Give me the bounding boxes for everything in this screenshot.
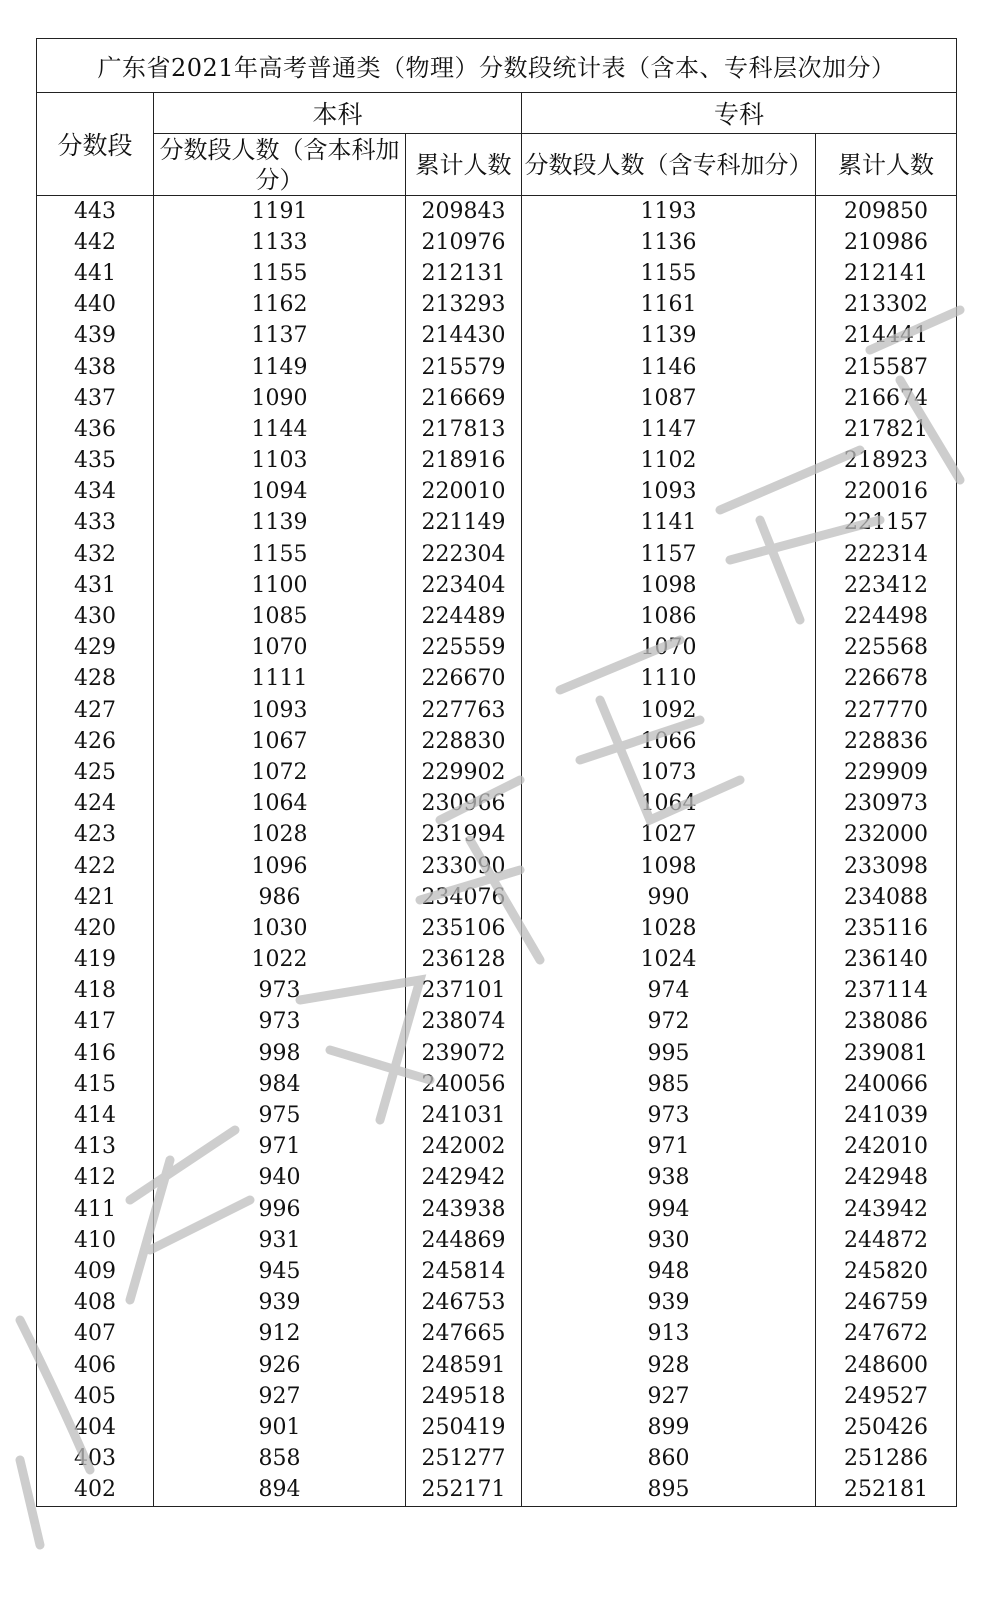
table-row (37, 1007, 957, 1038)
college-count-cell: 1098 (522, 851, 816, 882)
college-cumulative-cell: 226678 (816, 664, 957, 695)
table-title: 广东省2021年高考普通类（物理）分数段统计表（含本、专科层次加分） (37, 39, 957, 93)
score-cell: 424 (37, 789, 154, 820)
table-row (37, 1288, 957, 1319)
undergrad-cumulative-cell: 250419 (406, 1412, 522, 1443)
college-cumulative-cell: 242010 (816, 1132, 957, 1163)
college-cumulative-cell: 215587 (816, 352, 957, 383)
college-count-cell: 974 (522, 976, 816, 1007)
undergrad-count-cell: 1022 (154, 945, 406, 976)
undergrad-cumulative-cell: 226670 (406, 664, 522, 695)
undergrad-count-cell: 984 (154, 1069, 406, 1100)
table-row (37, 726, 957, 757)
table-row (37, 601, 957, 632)
score-cell: 402 (37, 1475, 154, 1507)
college-cumulative-cell: 233098 (816, 851, 957, 882)
undergrad-count-cell: 1096 (154, 851, 406, 882)
table-row (37, 1225, 957, 1256)
undergrad-cumulative-cell: 246753 (406, 1288, 522, 1319)
undergrad-count-cell: 945 (154, 1256, 406, 1287)
college-cumulative-cell: 242948 (816, 1163, 957, 1194)
undergrad-cumulative-cell: 214430 (406, 321, 522, 352)
college-count-cell: 1139 (522, 321, 816, 352)
college-cumulative-cell: 234088 (816, 882, 957, 913)
score-cell: 415 (37, 1069, 154, 1100)
college-count-cell: 973 (522, 1100, 816, 1131)
undergrad-cumulative-cell: 223404 (406, 570, 522, 601)
college-count-cell: 1136 (522, 227, 816, 258)
header-college-cumulative: 累计人数 (816, 134, 957, 196)
undergrad-count-cell: 1072 (154, 757, 406, 788)
college-cumulative-cell: 240066 (816, 1069, 957, 1100)
table-row (37, 539, 957, 570)
undergrad-count-cell: 927 (154, 1381, 406, 1412)
college-cumulative-cell: 237114 (816, 976, 957, 1007)
score-cell: 418 (37, 976, 154, 1007)
college-count-cell: 938 (522, 1163, 816, 1194)
college-cumulative-cell: 216674 (816, 383, 957, 414)
college-cumulative-cell: 223412 (816, 570, 957, 601)
undergrad-cumulative-cell: 233090 (406, 851, 522, 882)
college-count-cell: 995 (522, 1038, 816, 1069)
college-count-cell: 1028 (522, 913, 816, 944)
college-cumulative-cell: 230973 (816, 789, 957, 820)
undergrad-cumulative-cell: 247665 (406, 1319, 522, 1350)
undergrad-count-cell: 1162 (154, 290, 406, 321)
college-cumulative-cell: 222314 (816, 539, 957, 570)
score-cell: 417 (37, 1007, 154, 1038)
undergrad-cumulative-cell: 238074 (406, 1007, 522, 1038)
college-count-cell: 994 (522, 1194, 816, 1225)
undergrad-count-cell: 1191 (154, 196, 406, 228)
undergrad-cumulative-cell: 248591 (406, 1350, 522, 1381)
score-cell: 433 (37, 508, 154, 539)
undergrad-cumulative-cell: 217813 (406, 414, 522, 445)
undergrad-count-cell: 1067 (154, 726, 406, 757)
undergrad-cumulative-cell: 252171 (406, 1475, 522, 1507)
college-cumulative-cell: 246759 (816, 1288, 957, 1319)
undergrad-count-cell: 973 (154, 1007, 406, 1038)
college-cumulative-cell: 238086 (816, 1007, 957, 1038)
score-cell: 430 (37, 601, 154, 632)
score-cell: 412 (37, 1163, 154, 1194)
score-cell: 405 (37, 1381, 154, 1412)
table-row (37, 1069, 957, 1100)
table-row (37, 446, 957, 477)
score-cell: 423 (37, 820, 154, 851)
college-count-cell: 1098 (522, 570, 816, 601)
college-count-cell: 1161 (522, 290, 816, 321)
table-row (37, 1412, 957, 1443)
table-row (37, 695, 957, 726)
college-count-cell: 939 (522, 1288, 816, 1319)
college-cumulative-cell: 213302 (816, 290, 957, 321)
undergrad-count-cell: 940 (154, 1163, 406, 1194)
undergrad-count-cell: 1133 (154, 227, 406, 258)
undergrad-count-cell: 1064 (154, 789, 406, 820)
college-count-cell: 928 (522, 1350, 816, 1381)
college-count-cell: 1024 (522, 945, 816, 976)
score-cell: 428 (37, 664, 154, 695)
table-row (37, 1475, 957, 1507)
college-count-cell: 1092 (522, 695, 816, 726)
undergrad-cumulative-cell: 244869 (406, 1225, 522, 1256)
college-count-cell: 972 (522, 1007, 816, 1038)
undergrad-count-cell: 1085 (154, 601, 406, 632)
college-count-cell: 1070 (522, 633, 816, 664)
table-row (37, 851, 957, 882)
score-cell: 441 (37, 258, 154, 289)
table-row (37, 227, 957, 258)
table-row (37, 508, 957, 539)
table-row (37, 789, 957, 820)
undergrad-cumulative-cell: 236128 (406, 945, 522, 976)
table-row (37, 945, 957, 976)
college-cumulative-cell: 217821 (816, 414, 957, 445)
undergrad-count-cell: 901 (154, 1412, 406, 1443)
college-count-cell: 1093 (522, 477, 816, 508)
college-cumulative-cell: 229909 (816, 757, 957, 788)
undergrad-count-cell: 973 (154, 976, 406, 1007)
score-cell: 426 (37, 726, 154, 757)
college-count-cell: 990 (522, 882, 816, 913)
college-cumulative-cell: 248600 (816, 1350, 957, 1381)
score-cell: 439 (37, 321, 154, 352)
undergrad-cumulative-cell: 251277 (406, 1444, 522, 1475)
score-cell: 425 (37, 757, 154, 788)
score-cell: 406 (37, 1350, 154, 1381)
table-row (37, 321, 957, 352)
undergrad-cumulative-cell: 243938 (406, 1194, 522, 1225)
undergrad-count-cell: 1070 (154, 633, 406, 664)
header-junior-college: 专科 (522, 93, 957, 134)
table-row (37, 383, 957, 414)
college-count-cell: 1064 (522, 789, 816, 820)
undergrad-count-cell: 996 (154, 1194, 406, 1225)
undergrad-cumulative-cell: 240056 (406, 1069, 522, 1100)
undergrad-count-cell: 1111 (154, 664, 406, 695)
college-count-cell: 985 (522, 1069, 816, 1100)
score-table-container (36, 38, 956, 1507)
score-cell: 432 (37, 539, 154, 570)
score-cell: 438 (37, 352, 154, 383)
undergrad-cumulative-cell: 229902 (406, 757, 522, 788)
table-row (37, 352, 957, 383)
undergrad-count-cell: 939 (154, 1288, 406, 1319)
undergrad-count-cell: 926 (154, 1350, 406, 1381)
score-cell: 403 (37, 1444, 154, 1475)
table-row (37, 1319, 957, 1350)
table-body (37, 196, 957, 1507)
table-row (37, 1444, 957, 1475)
score-cell: 407 (37, 1319, 154, 1350)
college-cumulative-cell: 241039 (816, 1100, 957, 1131)
college-cumulative-cell: 252181 (816, 1475, 957, 1507)
undergrad-count-cell: 1030 (154, 913, 406, 944)
undergrad-count-cell: 986 (154, 882, 406, 913)
undergrad-cumulative-cell: 249518 (406, 1381, 522, 1412)
undergrad-count-cell: 1094 (154, 477, 406, 508)
undergrad-cumulative-cell: 242002 (406, 1132, 522, 1163)
score-cell: 431 (37, 570, 154, 601)
table-row (37, 196, 957, 228)
college-count-cell: 1087 (522, 383, 816, 414)
score-cell: 419 (37, 945, 154, 976)
college-count-cell: 899 (522, 1412, 816, 1443)
college-cumulative-cell: 225568 (816, 633, 957, 664)
undergrad-count-cell: 1100 (154, 570, 406, 601)
undergrad-cumulative-cell: 224489 (406, 601, 522, 632)
score-cell: 437 (37, 383, 154, 414)
undergrad-cumulative-cell: 221149 (406, 508, 522, 539)
header-undergrad-cumulative: 累计人数 (406, 134, 522, 196)
college-count-cell: 1073 (522, 757, 816, 788)
table-row (37, 882, 957, 913)
undergrad-count-cell: 931 (154, 1225, 406, 1256)
undergrad-cumulative-cell: 230966 (406, 789, 522, 820)
college-count-cell: 971 (522, 1132, 816, 1163)
college-cumulative-cell: 232000 (816, 820, 957, 851)
table-row (37, 1194, 957, 1225)
table-row (37, 570, 957, 601)
college-cumulative-cell: 235116 (816, 913, 957, 944)
college-cumulative-cell: 218923 (816, 446, 957, 477)
undergrad-cumulative-cell: 218916 (406, 446, 522, 477)
undergrad-count-cell: 998 (154, 1038, 406, 1069)
table-row (37, 976, 957, 1007)
score-cell: 429 (37, 633, 154, 664)
undergrad-count-cell: 1028 (154, 820, 406, 851)
header-score-band: 分数段 (37, 93, 154, 196)
score-cell: 420 (37, 913, 154, 944)
score-cell: 443 (37, 196, 154, 228)
college-count-cell: 1147 (522, 414, 816, 445)
college-cumulative-cell: 227770 (816, 695, 957, 726)
header-college-count: 分数段人数（含专科加分） (522, 134, 816, 196)
score-cell: 408 (37, 1288, 154, 1319)
college-cumulative-cell: 247672 (816, 1319, 957, 1350)
undergrad-cumulative-cell: 215579 (406, 352, 522, 383)
undergrad-cumulative-cell: 222304 (406, 539, 522, 570)
college-cumulative-cell: 224498 (816, 601, 957, 632)
college-cumulative-cell: 243942 (816, 1194, 957, 1225)
undergrad-count-cell: 1090 (154, 383, 406, 414)
undergrad-cumulative-cell: 227763 (406, 695, 522, 726)
undergrad-count-cell: 858 (154, 1444, 406, 1475)
undergrad-cumulative-cell: 231994 (406, 820, 522, 851)
table-row (37, 1132, 957, 1163)
undergrad-count-cell: 1149 (154, 352, 406, 383)
score-cell: 414 (37, 1100, 154, 1131)
undergrad-cumulative-cell: 228830 (406, 726, 522, 757)
undergrad-cumulative-cell: 239072 (406, 1038, 522, 1069)
college-cumulative-cell: 221157 (816, 508, 957, 539)
undergrad-count-cell: 1155 (154, 258, 406, 289)
score-cell: 434 (37, 477, 154, 508)
undergrad-cumulative-cell: 237101 (406, 976, 522, 1007)
college-count-cell: 1146 (522, 352, 816, 383)
college-cumulative-cell: 214441 (816, 321, 957, 352)
undergrad-count-cell: 1144 (154, 414, 406, 445)
table-row (37, 414, 957, 445)
college-count-cell: 1027 (522, 820, 816, 851)
table-row (37, 913, 957, 944)
college-count-cell: 1066 (522, 726, 816, 757)
college-cumulative-cell: 210986 (816, 227, 957, 258)
college-cumulative-cell: 212141 (816, 258, 957, 289)
undergrad-count-cell: 1139 (154, 508, 406, 539)
undergrad-cumulative-cell: 245814 (406, 1256, 522, 1287)
score-cell: 404 (37, 1412, 154, 1443)
college-cumulative-cell: 249527 (816, 1381, 957, 1412)
undergrad-cumulative-cell: 225559 (406, 633, 522, 664)
college-count-cell: 1157 (522, 539, 816, 570)
score-cell: 411 (37, 1194, 154, 1225)
score-cell: 440 (37, 290, 154, 321)
undergrad-count-cell: 1093 (154, 695, 406, 726)
college-count-cell: 930 (522, 1225, 816, 1256)
college-count-cell: 895 (522, 1475, 816, 1507)
table-row (37, 1350, 957, 1381)
undergrad-cumulative-cell: 220010 (406, 477, 522, 508)
table-row (37, 1381, 957, 1412)
score-cell: 435 (37, 446, 154, 477)
college-count-cell: 1155 (522, 258, 816, 289)
undergrad-cumulative-cell: 235106 (406, 913, 522, 944)
undergrad-cumulative-cell: 210976 (406, 227, 522, 258)
college-count-cell: 1102 (522, 446, 816, 477)
score-cell: 410 (37, 1225, 154, 1256)
undergrad-count-cell: 971 (154, 1132, 406, 1163)
score-cell: 442 (37, 227, 154, 258)
table-row (37, 664, 957, 695)
college-cumulative-cell: 251286 (816, 1444, 957, 1475)
table-row (37, 290, 957, 321)
college-count-cell: 927 (522, 1381, 816, 1412)
header-undergrad-count: 分数段人数（含本科加分） (154, 134, 406, 196)
undergrad-cumulative-cell: 242942 (406, 1163, 522, 1194)
college-cumulative-cell: 245820 (816, 1256, 957, 1287)
table-row (37, 757, 957, 788)
score-cell: 413 (37, 1132, 154, 1163)
header-undergrad: 本科 (154, 93, 522, 134)
table-row (37, 1163, 957, 1194)
table-row (37, 820, 957, 851)
undergrad-cumulative-cell: 234076 (406, 882, 522, 913)
undergrad-cumulative-cell: 212131 (406, 258, 522, 289)
score-cell: 416 (37, 1038, 154, 1069)
college-count-cell: 948 (522, 1256, 816, 1287)
undergrad-count-cell: 894 (154, 1475, 406, 1507)
college-count-cell: 1110 (522, 664, 816, 695)
college-count-cell: 860 (522, 1444, 816, 1475)
score-distribution-table (36, 38, 957, 1507)
score-cell: 409 (37, 1256, 154, 1287)
undergrad-cumulative-cell: 213293 (406, 290, 522, 321)
table-row (37, 1100, 957, 1131)
undergrad-count-cell: 1155 (154, 539, 406, 570)
undergrad-cumulative-cell: 241031 (406, 1100, 522, 1131)
table-row (37, 258, 957, 289)
college-count-cell: 913 (522, 1319, 816, 1350)
college-count-cell: 1193 (522, 196, 816, 228)
score-cell: 436 (37, 414, 154, 445)
college-cumulative-cell: 250426 (816, 1412, 957, 1443)
undergrad-count-cell: 912 (154, 1319, 406, 1350)
undergrad-count-cell: 975 (154, 1100, 406, 1131)
college-cumulative-cell: 228836 (816, 726, 957, 757)
undergrad-cumulative-cell: 209843 (406, 196, 522, 228)
table-row (37, 1038, 957, 1069)
undergrad-cumulative-cell: 216669 (406, 383, 522, 414)
college-cumulative-cell: 220016 (816, 477, 957, 508)
table-row (37, 633, 957, 664)
college-cumulative-cell: 236140 (816, 945, 957, 976)
score-cell: 427 (37, 695, 154, 726)
table-row (37, 1256, 957, 1287)
college-cumulative-cell: 209850 (816, 196, 957, 228)
college-cumulative-cell: 244872 (816, 1225, 957, 1256)
table-row (37, 477, 957, 508)
score-cell: 421 (37, 882, 154, 913)
score-cell: 422 (37, 851, 154, 882)
college-count-cell: 1141 (522, 508, 816, 539)
college-count-cell: 1086 (522, 601, 816, 632)
college-cumulative-cell: 239081 (816, 1038, 957, 1069)
undergrad-count-cell: 1103 (154, 446, 406, 477)
undergrad-count-cell: 1137 (154, 321, 406, 352)
